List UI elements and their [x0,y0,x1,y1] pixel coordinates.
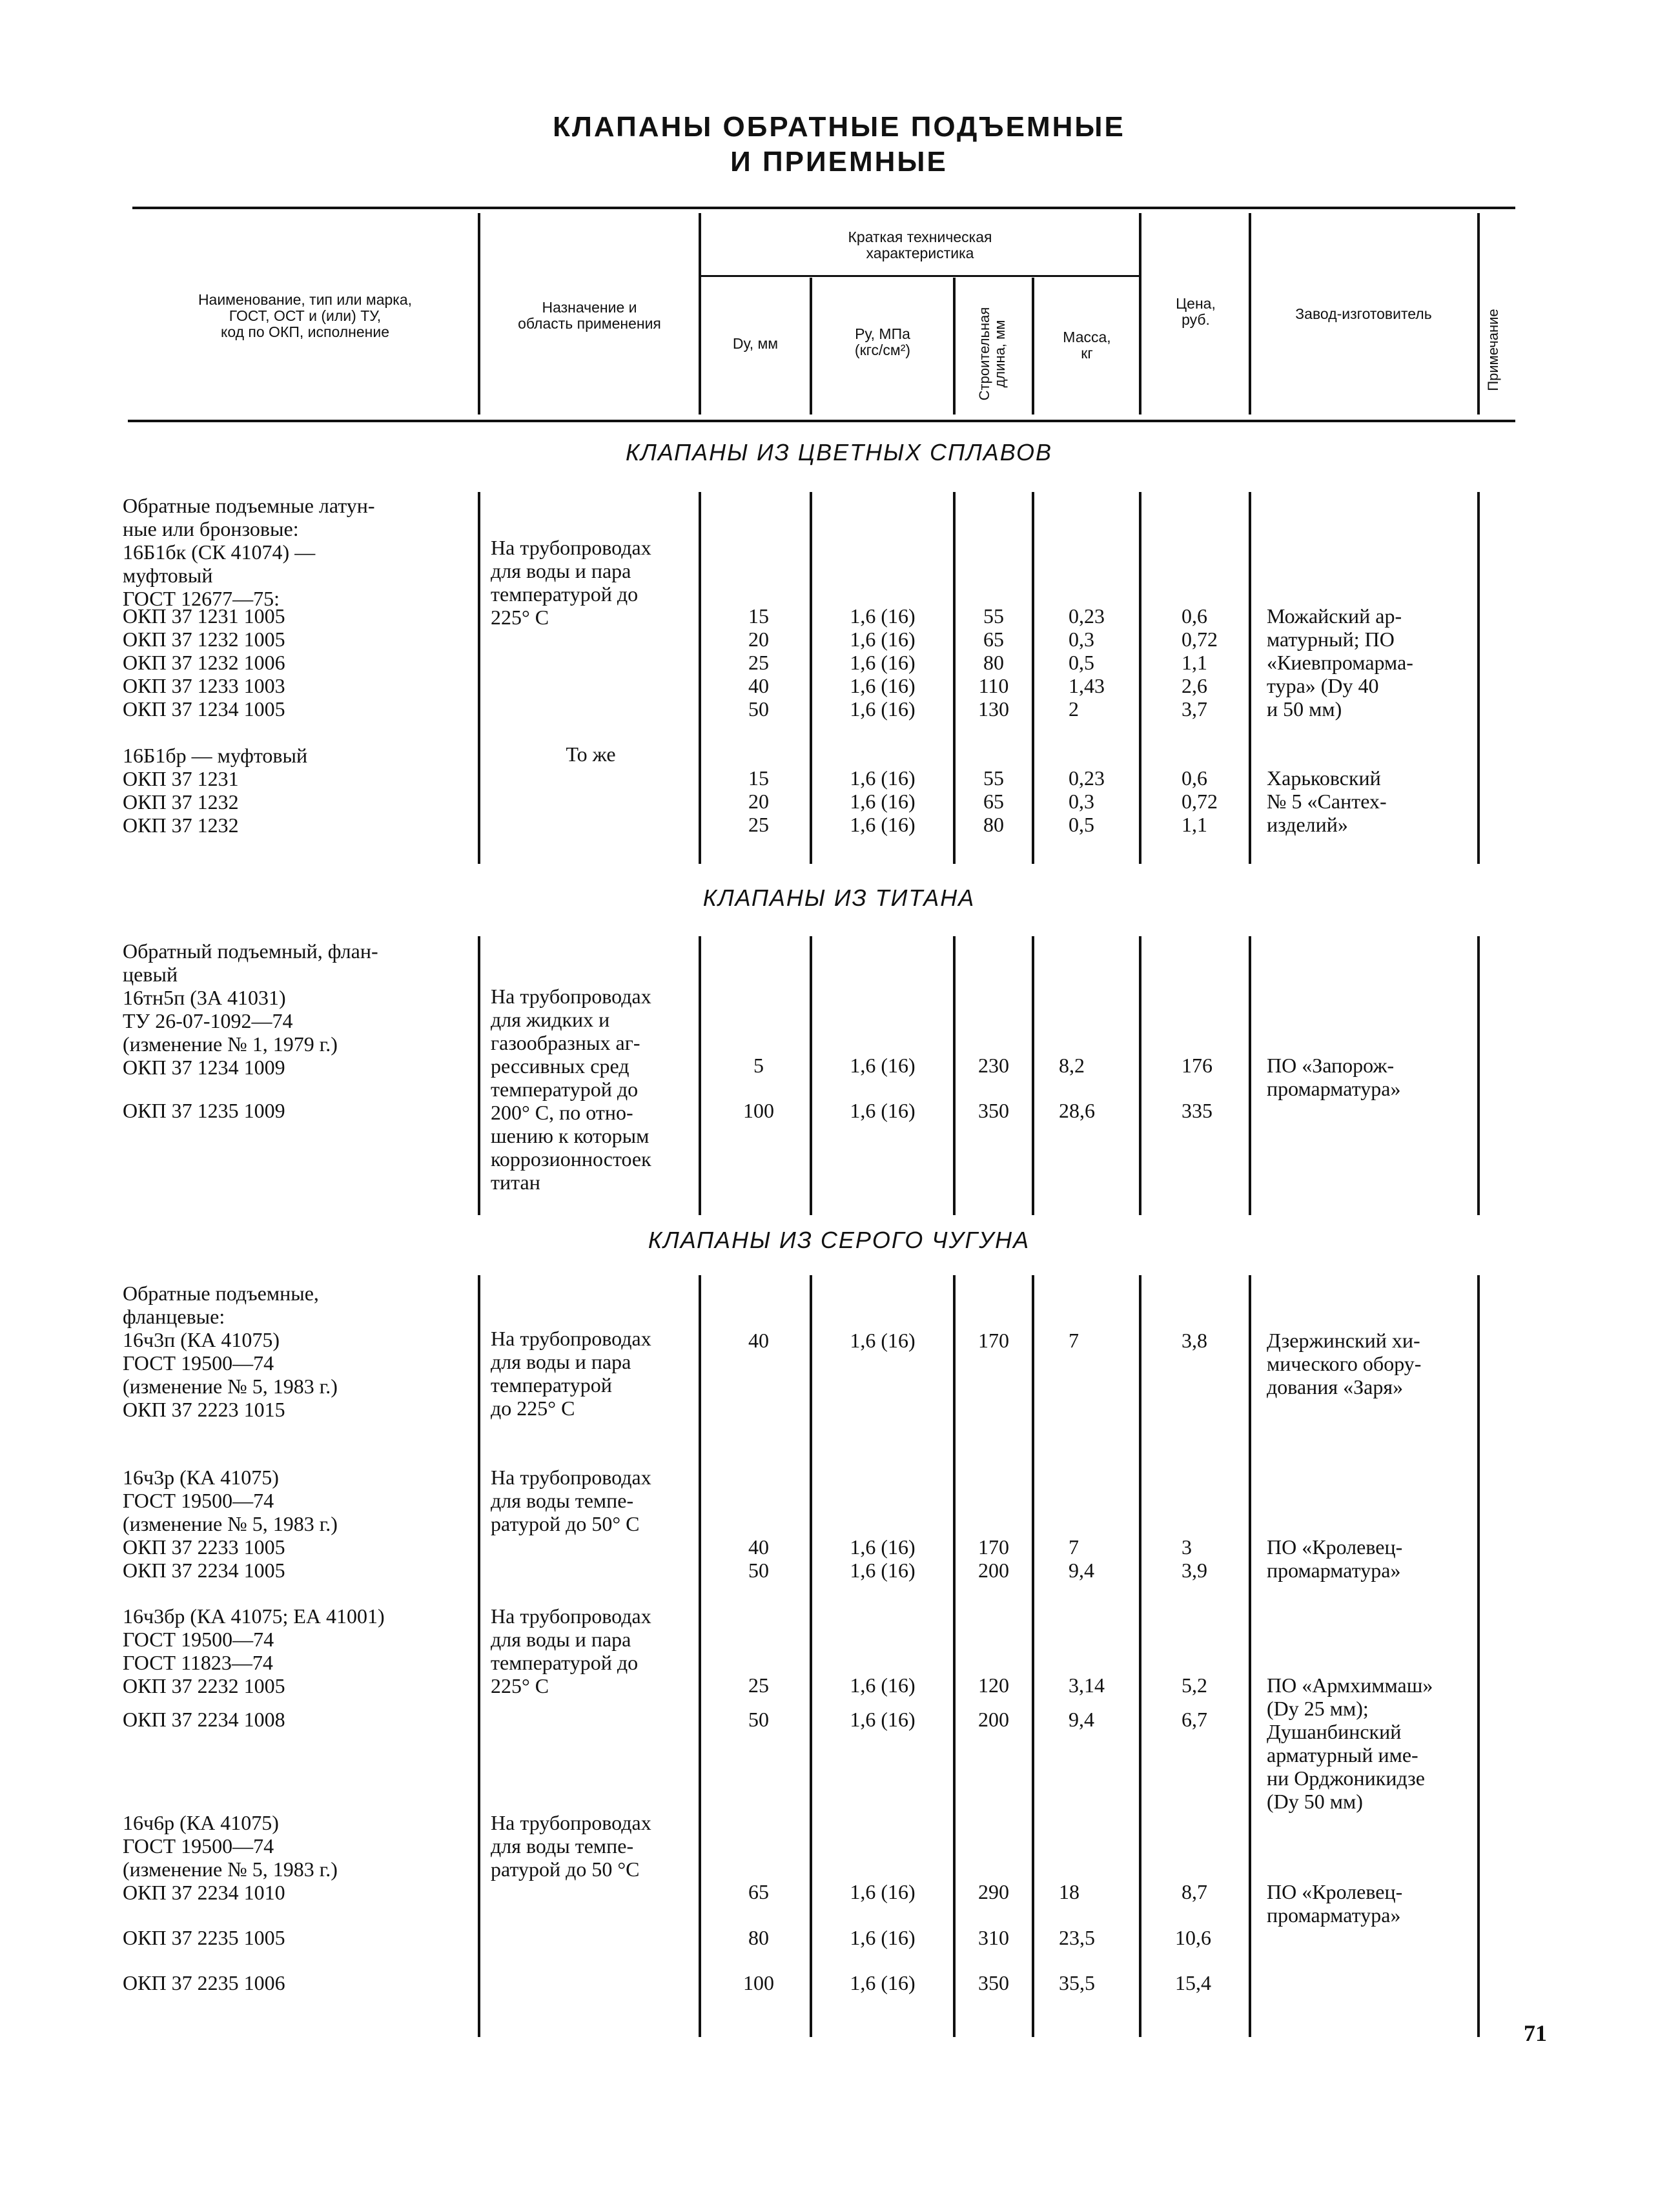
column-divider [1139,1275,1141,2037]
item-maker: ПО «Кролевец- промарматура» [1267,1880,1403,1927]
column-divider [478,1275,480,2037]
item-name: 16ч3р (КА 41075) ГОСТ 19500—74 (изменение № 5, 1983 г.) ОКП 37 2233 1005 ОКП 37 2234 1005 [123,1466,338,1582]
item-code: ОКП 37 2235 1006 [123,1971,285,1994]
column-divider [1139,492,1141,864]
item-length: 120 [978,1674,1009,1697]
column-divider [1032,1275,1034,2037]
page-number: 71 [1524,2020,1547,2046]
item-codes: ОКП 37 1231 1005 ОКП 37 1232 1005 ОКП 37 1232 1006 ОКП 37 1233 1003 ОКП 37 1234 1005 [123,604,285,721]
column-divider [699,936,701,1215]
section-title-titanium: КЛАПАНЫ ИЗ ТИТАНА [702,885,976,911]
column-divider [953,1275,956,2037]
item-price: 0,6 0,72 1,1 2,6 3,7 [1182,604,1218,721]
item-mass: 28,6 [1059,1099,1095,1122]
item-mass: 3,14 [1069,1674,1105,1697]
item-mass: 8,2 [1059,1054,1085,1077]
item-length: 350 [978,1099,1009,1122]
item-dy: 100 [743,1971,774,1994]
item-length: 200 [978,1708,1009,1731]
header-bottom-rule [128,420,1515,422]
item-dy: 100 [743,1099,774,1122]
item-py: 1,6 (16) [850,1054,916,1077]
item-py: 1,6 (16) 1,6 (16) 1,6 (16) [850,766,916,836]
header-purpose: Назначение и область применения [518,299,661,332]
item-dy: 15 20 25 [748,766,769,836]
item-py: 1,6 (16) 1,6 (16) 1,6 (16) 1,6 (16) 1,6 (16) [850,604,916,721]
item-mass: 23,5 [1059,1926,1095,1949]
header-top-rule [132,207,1515,209]
item-name: 16Б1бр — муфтовый ОКП 37 1231 ОКП 37 1232 ОКП 37 1232 [123,744,308,837]
item-price: 335 [1182,1099,1212,1122]
item-price: 8,7 [1182,1880,1207,1903]
header-maker: Завод-изготовитель [1295,305,1432,322]
column-divider [810,1275,812,2037]
item-dy: 80 [748,1926,769,1949]
header-divider [953,278,956,415]
column-divider [699,1275,701,2037]
header-divider [1477,213,1480,415]
item-mass: 0,23 0,3 0,5 [1069,766,1105,836]
item-maker: Дзержинский хи- мического обору- дования «Заря» [1267,1329,1422,1398]
column-divider [953,492,956,864]
item-price: 6,7 [1182,1708,1207,1731]
header-mass: Масса, кг [1063,329,1111,362]
section-title-gray-iron: КЛАПАНЫ ИЗ СЕРОГО ЧУГУНА [648,1227,1030,1253]
section-title-nonferrous: КЛАПАНЫ ИЗ ЦВЕТНЫХ СПЛАВОВ [625,439,1053,466]
item-purpose: На трубопроводах для воды и пара температурой до 225° С [491,1327,651,1420]
column-divider [1249,492,1251,864]
tech-group-rule [701,275,1140,277]
item-maker: Харьковский № 5 «Сантех- изделий» [1267,766,1387,836]
item-mass: 7 9,4 [1069,1535,1094,1582]
item-code: ОКП 37 2234 1008 [123,1708,285,1731]
column-divider [478,936,480,1215]
item-price: 15,4 [1175,1971,1211,1994]
header-divider [1032,278,1034,415]
item-py: 1,6 (16) [850,1099,916,1122]
item-py: 1,6 (16) [850,1971,916,1994]
item-purpose: То же [566,742,616,766]
item-py: 1,6 (16) [850,1329,916,1352]
column-divider [1477,936,1480,1215]
item-length: 310 [978,1926,1009,1949]
column-divider [1249,1275,1251,2037]
item-mass: 0,23 0,3 0,5 1,43 2 [1069,604,1105,721]
item-maker: ПО «Армхиммаш» (Dу 25 мм); Душанбинский арматурный име- ни Орджоникидзе (Dу 50 мм) [1267,1674,1433,1813]
page-title-line1: КЛАПАНЫ ОБРАТНЫЕ ПОДЪЕМНЫЕ [553,111,1125,143]
column-divider [1032,492,1034,864]
item-dy: 65 [748,1880,769,1903]
column-divider [699,492,701,864]
header-length: Строительная длина, мм [976,307,1008,401]
page-title-line2: И ПРИЕМНЫЕ [730,146,948,178]
column-divider [1249,936,1251,1215]
item-name: Обратные подъемные латун- ные или бронзовые: 16Б1бк (СК 41074) — муфтовый ГОСТ 12677—75: [123,494,375,610]
column-divider [810,936,812,1215]
item-dy: 5 [753,1054,764,1077]
item-purpose: На трубопроводах для воды и пара температурой до 225° С [491,1604,651,1697]
item-purpose: На трубопроводах для воды темпе- ратурой до 50 °С [491,1811,651,1881]
item-purpose: На трубопроводах для воды и пара температурой до 225° С [491,536,651,629]
item-py: 1,6 (16) 1,6 (16) [850,1535,916,1582]
item-name: 16ч3бр (КА 41075; ЕА 41001) ГОСТ 19500—74 ГОСТ 11823—74 ОКП 37 2232 1005 [123,1604,385,1697]
item-mass: 9,4 [1069,1708,1094,1731]
item-purpose: На трубопроводах для воды темпе- ратурой до 50° С [491,1466,651,1535]
item-py: 1,6 (16) [850,1674,916,1697]
item-dy: 40 [748,1329,769,1352]
item-length: 170 [978,1329,1009,1352]
header-divider [1139,213,1141,415]
item-dy: 40 50 [748,1535,769,1582]
item-length: 290 [978,1880,1009,1903]
column-divider [1477,1275,1480,2037]
item-dy: 25 [748,1674,769,1697]
item-length: 170 200 [978,1535,1009,1582]
item-mass: 35,5 [1059,1971,1095,1994]
header-divider [1249,213,1251,415]
header-divider [699,213,701,415]
item-price: 5,2 [1182,1674,1207,1697]
item-length: 55 65 80 [983,766,1004,836]
item-name: Обратный подъемный, флан- цевый 16тн5п (3А 41031) ТУ 26-07-1092—74 (изменение № 1, 1979 г.) ОКП 37 1234 1009 [123,939,378,1079]
header-divider [810,278,812,415]
item-maker: ПО «Кролевец- промарматура» [1267,1535,1403,1582]
item-py: 1,6 (16) [850,1880,916,1903]
column-divider [953,936,956,1215]
item-py: 1,6 (16) [850,1926,916,1949]
column-divider [810,492,812,864]
item-dy: 15 20 25 40 50 [748,604,769,721]
item-length: 350 [978,1971,1009,1994]
item-mass: 18 [1059,1880,1079,1903]
item-price: 0,6 0,72 1,1 [1182,766,1218,836]
item-name: Обратные подъемные, фланцевые: 16ч3п (КА 41075) ГОСТ 19500—74 (изменение № 5, 1983 г.) ОКП 37 2223 1015 [123,1282,338,1421]
header-name: Наименование, тип или марка, ГОСТ, ОСТ и (или) ТУ, код по ОКП, исполнение [198,291,413,340]
item-length: 55 65 80 110 130 [978,604,1009,721]
item-maker: Можайский ар- матурный; ПО «Киевпромарма- тура» (Dу 40 и 50 мм) [1267,604,1413,721]
header-price: Цена, руб. [1176,295,1216,328]
header-divider [478,213,480,415]
item-price: 176 [1182,1054,1212,1077]
item-purpose: На трубопроводах для жидких и газообразных аг- рессивных сред температурой до 200° С, по отно- шению к которым коррозионностоек титан [491,985,651,1194]
item-maker: ПО «Запорож- промарматура» [1267,1054,1401,1100]
item-code: ОКП 37 1235 1009 [123,1099,285,1122]
header-py: Pу, МПа (кгс/см²) [854,325,911,358]
item-price: 3 3,9 [1182,1535,1207,1582]
item-price: 10,6 [1175,1926,1211,1949]
item-dy: 50 [748,1708,769,1731]
column-divider [1477,492,1480,864]
column-divider [1032,936,1034,1215]
item-length: 230 [978,1054,1009,1077]
column-divider [1139,936,1141,1215]
item-name: 16ч6р (КА 41075) ГОСТ 19500—74 (изменение № 5, 1983 г.) ОКП 37 2234 1010 [123,1811,338,1904]
header-note: Примечание [1485,309,1501,391]
item-price: 3,8 [1182,1329,1207,1352]
item-py: 1,6 (16) [850,1708,916,1731]
column-divider [478,492,480,864]
item-mass: 7 [1069,1329,1079,1352]
header-dy: Dу, мм [732,335,779,352]
header-tech-group: Краткая техническая характеристика [848,229,992,261]
item-code: ОКП 37 2235 1005 [123,1926,285,1949]
